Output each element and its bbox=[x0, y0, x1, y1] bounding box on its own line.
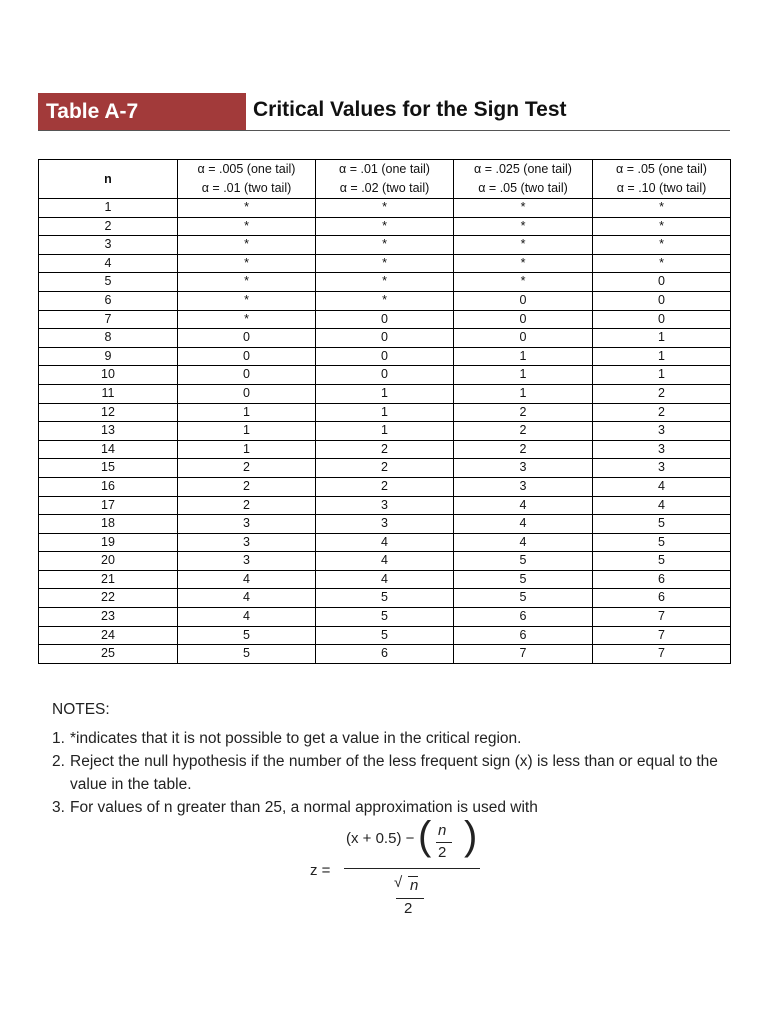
critical-value-cell: * bbox=[454, 199, 593, 218]
critical-value-cell: 2 bbox=[593, 403, 731, 422]
sqrt-icon: √ bbox=[394, 874, 403, 891]
table-row bbox=[39, 310, 731, 329]
critical-value-cell: 7 bbox=[454, 645, 593, 664]
critical-value-cell: 1 bbox=[316, 403, 454, 422]
table-label: Table A-7 bbox=[46, 100, 139, 123]
column-header-n: n bbox=[39, 160, 178, 199]
table-row bbox=[39, 626, 731, 645]
critical-value-cell: 6 bbox=[454, 626, 593, 645]
row-n-cell: 1 bbox=[39, 199, 178, 218]
critical-value-cell: 3 bbox=[454, 459, 593, 478]
critical-value-cell: * bbox=[454, 217, 593, 236]
row-n-cell: 7 bbox=[39, 310, 178, 329]
critical-value-cell: 6 bbox=[593, 589, 731, 608]
column-header-two-tail: α = .01 (two tail) bbox=[201, 181, 292, 195]
note-item bbox=[52, 750, 732, 796]
critical-value-cell: 0 bbox=[316, 310, 454, 329]
main-fraction-bar bbox=[344, 868, 480, 869]
column-header-one-tail: α = .05 (one tail) bbox=[616, 162, 707, 176]
critical-value-cell: 4 bbox=[316, 552, 454, 571]
critical-value-cell: 3 bbox=[316, 515, 454, 534]
critical-value-cell: 2 bbox=[454, 422, 593, 441]
table-row bbox=[39, 477, 731, 496]
critical-value-cell: 3 bbox=[178, 515, 316, 534]
critical-value-cell: * bbox=[178, 310, 316, 329]
critical-value-cell: * bbox=[593, 254, 731, 273]
critical-value-cell: 3 bbox=[178, 533, 316, 552]
critical-value-cell: 5 bbox=[593, 552, 731, 571]
critical-value-cell: 7 bbox=[593, 608, 731, 627]
critical-value-cell: * bbox=[454, 254, 593, 273]
table-row bbox=[39, 608, 731, 627]
critical-value-cell: 0 bbox=[178, 384, 316, 403]
row-n-cell: 12 bbox=[39, 403, 178, 422]
critical-value-cell: 0 bbox=[316, 347, 454, 366]
column-header-one-tail: α = .01 (one tail) bbox=[339, 162, 430, 176]
row-n-cell: 9 bbox=[39, 347, 178, 366]
row-n-cell: 10 bbox=[39, 366, 178, 385]
row-n-cell: 5 bbox=[39, 273, 178, 292]
column-header-alpha-005 bbox=[178, 160, 316, 199]
critical-value-cell: * bbox=[178, 236, 316, 255]
table-header-row bbox=[39, 160, 731, 199]
row-n-cell: 16 bbox=[39, 477, 178, 496]
critical-value-cell: 4 bbox=[593, 477, 731, 496]
critical-value-cell: 1 bbox=[316, 384, 454, 403]
critical-value-cell: 6 bbox=[454, 608, 593, 627]
row-n-cell: 19 bbox=[39, 533, 178, 552]
note-number: 1. bbox=[52, 730, 65, 747]
critical-value-cell: 2 bbox=[316, 477, 454, 496]
critical-value-cell: * bbox=[454, 273, 593, 292]
table-row bbox=[39, 459, 731, 478]
critical-value-cell: * bbox=[593, 217, 731, 236]
critical-value-cell: 0 bbox=[593, 310, 731, 329]
critical-value-cell: 2 bbox=[454, 440, 593, 459]
notes-section bbox=[52, 698, 732, 819]
row-n-cell: 14 bbox=[39, 440, 178, 459]
critical-value-cell: * bbox=[316, 217, 454, 236]
critical-value-cell: 6 bbox=[316, 645, 454, 664]
critical-value-cell: * bbox=[178, 199, 316, 218]
critical-value-cell: 1 bbox=[316, 422, 454, 441]
critical-value-cell: 5 bbox=[593, 533, 731, 552]
table-row bbox=[39, 440, 731, 459]
critical-value-cell: 7 bbox=[593, 645, 731, 664]
critical-value-cell: 4 bbox=[178, 589, 316, 608]
critical-value-cell: 0 bbox=[178, 347, 316, 366]
row-n-cell: 8 bbox=[39, 329, 178, 348]
row-n-cell: 20 bbox=[39, 552, 178, 571]
table-row bbox=[39, 291, 731, 310]
critical-value-cell: * bbox=[178, 291, 316, 310]
critical-value-cell: 0 bbox=[454, 329, 593, 348]
critical-value-cell: 1 bbox=[178, 440, 316, 459]
table-row bbox=[39, 217, 731, 236]
critical-value-cell: 5 bbox=[593, 515, 731, 534]
critical-values-table bbox=[38, 159, 731, 664]
critical-value-cell: 1 bbox=[593, 366, 731, 385]
critical-value-cell: 2 bbox=[593, 384, 731, 403]
critical-value-cell: 1 bbox=[178, 422, 316, 441]
row-n-cell: 25 bbox=[39, 645, 178, 664]
critical-value-cell: 2 bbox=[454, 403, 593, 422]
critical-value-cell: * bbox=[178, 273, 316, 292]
table-row bbox=[39, 329, 731, 348]
note-item bbox=[52, 727, 732, 750]
critical-value-cell: 1 bbox=[593, 347, 731, 366]
formula-numerator: (x + 0.5) − bbox=[346, 830, 415, 847]
row-n-cell: 3 bbox=[39, 236, 178, 255]
table-row bbox=[39, 533, 731, 552]
formula-n: n bbox=[438, 822, 447, 839]
critical-value-cell: 4 bbox=[593, 496, 731, 515]
row-n-cell: 11 bbox=[39, 384, 178, 403]
critical-value-cell: 3 bbox=[593, 422, 731, 441]
table-row bbox=[39, 366, 731, 385]
table-row bbox=[39, 347, 731, 366]
critical-value-cell: 5 bbox=[454, 589, 593, 608]
critical-value-cell: 2 bbox=[316, 440, 454, 459]
critical-value-cell: 5 bbox=[316, 608, 454, 627]
critical-value-cell: 1 bbox=[454, 347, 593, 366]
critical-value-cell: * bbox=[593, 199, 731, 218]
column-header-alpha-01 bbox=[316, 160, 454, 199]
critical-value-cell: 0 bbox=[454, 310, 593, 329]
critical-value-cell: 4 bbox=[454, 533, 593, 552]
table-row bbox=[39, 422, 731, 441]
table-body bbox=[39, 199, 731, 664]
table-row bbox=[39, 589, 731, 608]
table-row bbox=[39, 273, 731, 292]
formula-denominator bbox=[394, 874, 434, 920]
critical-value-cell: * bbox=[316, 273, 454, 292]
denominator-fraction-bar bbox=[396, 898, 424, 899]
table-row bbox=[39, 645, 731, 664]
row-n-cell: 18 bbox=[39, 515, 178, 534]
critical-value-cell: 3 bbox=[593, 459, 731, 478]
critical-value-cell: 0 bbox=[593, 291, 731, 310]
row-n-cell: 21 bbox=[39, 570, 178, 589]
critical-value-cell: 2 bbox=[316, 459, 454, 478]
critical-value-cell: 4 bbox=[454, 515, 593, 534]
critical-value-cell: 5 bbox=[316, 626, 454, 645]
table-label-badge bbox=[38, 93, 246, 131]
critical-value-cell: 0 bbox=[178, 366, 316, 385]
critical-value-cell: 3 bbox=[593, 440, 731, 459]
critical-value-cell: 5 bbox=[316, 589, 454, 608]
critical-value-cell: * bbox=[316, 291, 454, 310]
critical-value-cell: 0 bbox=[593, 273, 731, 292]
notes-list bbox=[52, 727, 732, 819]
formula-two: 2 bbox=[438, 844, 447, 861]
critical-value-cell: 1 bbox=[593, 329, 731, 348]
note-number: 3. bbox=[52, 799, 65, 816]
page-title: Critical Values for the Sign Test bbox=[253, 98, 567, 121]
critical-value-cell: 0 bbox=[316, 366, 454, 385]
row-n-cell: 17 bbox=[39, 496, 178, 515]
table-row bbox=[39, 254, 731, 273]
row-n-cell: 4 bbox=[39, 254, 178, 273]
table-row bbox=[39, 199, 731, 218]
column-header-one-tail: α = .005 (one tail) bbox=[197, 162, 296, 176]
critical-value-cell: 3 bbox=[454, 477, 593, 496]
table-row bbox=[39, 570, 731, 589]
note-text: For values of n greater than 25, a normal approximation is used with bbox=[70, 799, 538, 816]
row-n-cell: 23 bbox=[39, 608, 178, 627]
critical-value-cell: 5 bbox=[454, 552, 593, 571]
note-item bbox=[52, 796, 732, 819]
critical-value-cell: 1 bbox=[178, 403, 316, 422]
critical-value-cell: 0 bbox=[454, 291, 593, 310]
row-n-cell: 22 bbox=[39, 589, 178, 608]
critical-value-cell: 4 bbox=[178, 608, 316, 627]
critical-value-cell: 5 bbox=[178, 626, 316, 645]
note-number: 2. bbox=[52, 753, 65, 770]
table-row bbox=[39, 403, 731, 422]
row-n-cell: 13 bbox=[39, 422, 178, 441]
critical-value-cell: 4 bbox=[178, 570, 316, 589]
table-row bbox=[39, 496, 731, 515]
critical-value-cell: 4 bbox=[454, 496, 593, 515]
row-n-cell: 2 bbox=[39, 217, 178, 236]
formula-denom-n: n bbox=[410, 877, 419, 894]
header-divider bbox=[38, 130, 730, 131]
column-header-two-tail: α = .10 (two tail) bbox=[616, 181, 707, 195]
note-text: *indicates that it is not possible to get a value in the critical region. bbox=[70, 730, 522, 747]
critical-value-cell: 2 bbox=[178, 459, 316, 478]
formula-lhs: z = bbox=[310, 862, 331, 879]
critical-value-cell: 3 bbox=[316, 496, 454, 515]
column-header-alpha-025 bbox=[454, 160, 593, 199]
column-header-two-tail: α = .02 (two tail) bbox=[339, 181, 430, 195]
critical-value-cell: 1 bbox=[454, 366, 593, 385]
critical-value-cell: 3 bbox=[178, 552, 316, 571]
table-row bbox=[39, 236, 731, 255]
left-paren: ( bbox=[418, 814, 432, 858]
critical-value-cell: * bbox=[316, 199, 454, 218]
row-n-cell: 6 bbox=[39, 291, 178, 310]
row-n-cell: 15 bbox=[39, 459, 178, 478]
critical-value-cell: 2 bbox=[178, 477, 316, 496]
normal-approximation-formula bbox=[310, 814, 510, 920]
critical-value-cell: * bbox=[593, 236, 731, 255]
formula-n-over-two bbox=[418, 814, 478, 866]
critical-value-cell: 5 bbox=[454, 570, 593, 589]
formula-denom-two: 2 bbox=[404, 900, 413, 917]
fraction-bar bbox=[436, 842, 452, 843]
critical-value-cell: 0 bbox=[178, 329, 316, 348]
critical-value-cell: * bbox=[316, 236, 454, 255]
right-paren: ) bbox=[464, 814, 478, 858]
critical-value-cell: 1 bbox=[454, 384, 593, 403]
note-text: Reject the null hypothesis if the number of the less frequent sign (x) is less than or equal to the value in the table. bbox=[70, 753, 718, 793]
critical-value-cell: * bbox=[316, 254, 454, 273]
critical-value-cell: 5 bbox=[178, 645, 316, 664]
critical-value-cell: * bbox=[454, 236, 593, 255]
critical-value-cell: 6 bbox=[593, 570, 731, 589]
row-n-cell: 24 bbox=[39, 626, 178, 645]
column-header-alpha-05 bbox=[593, 160, 731, 199]
critical-value-cell: 0 bbox=[316, 329, 454, 348]
table-row bbox=[39, 384, 731, 403]
table-row bbox=[39, 515, 731, 534]
critical-value-cell: 4 bbox=[316, 533, 454, 552]
notes-title: NOTES: bbox=[52, 701, 110, 718]
column-header-one-tail: α = .025 (one tail) bbox=[474, 162, 572, 176]
critical-value-cell: * bbox=[178, 254, 316, 273]
critical-value-cell: 4 bbox=[316, 570, 454, 589]
table-row bbox=[39, 552, 731, 571]
critical-value-cell: 2 bbox=[178, 496, 316, 515]
column-header-two-tail: α = .05 (two tail) bbox=[478, 181, 568, 195]
critical-value-cell: 7 bbox=[593, 626, 731, 645]
critical-value-cell: * bbox=[178, 217, 316, 236]
